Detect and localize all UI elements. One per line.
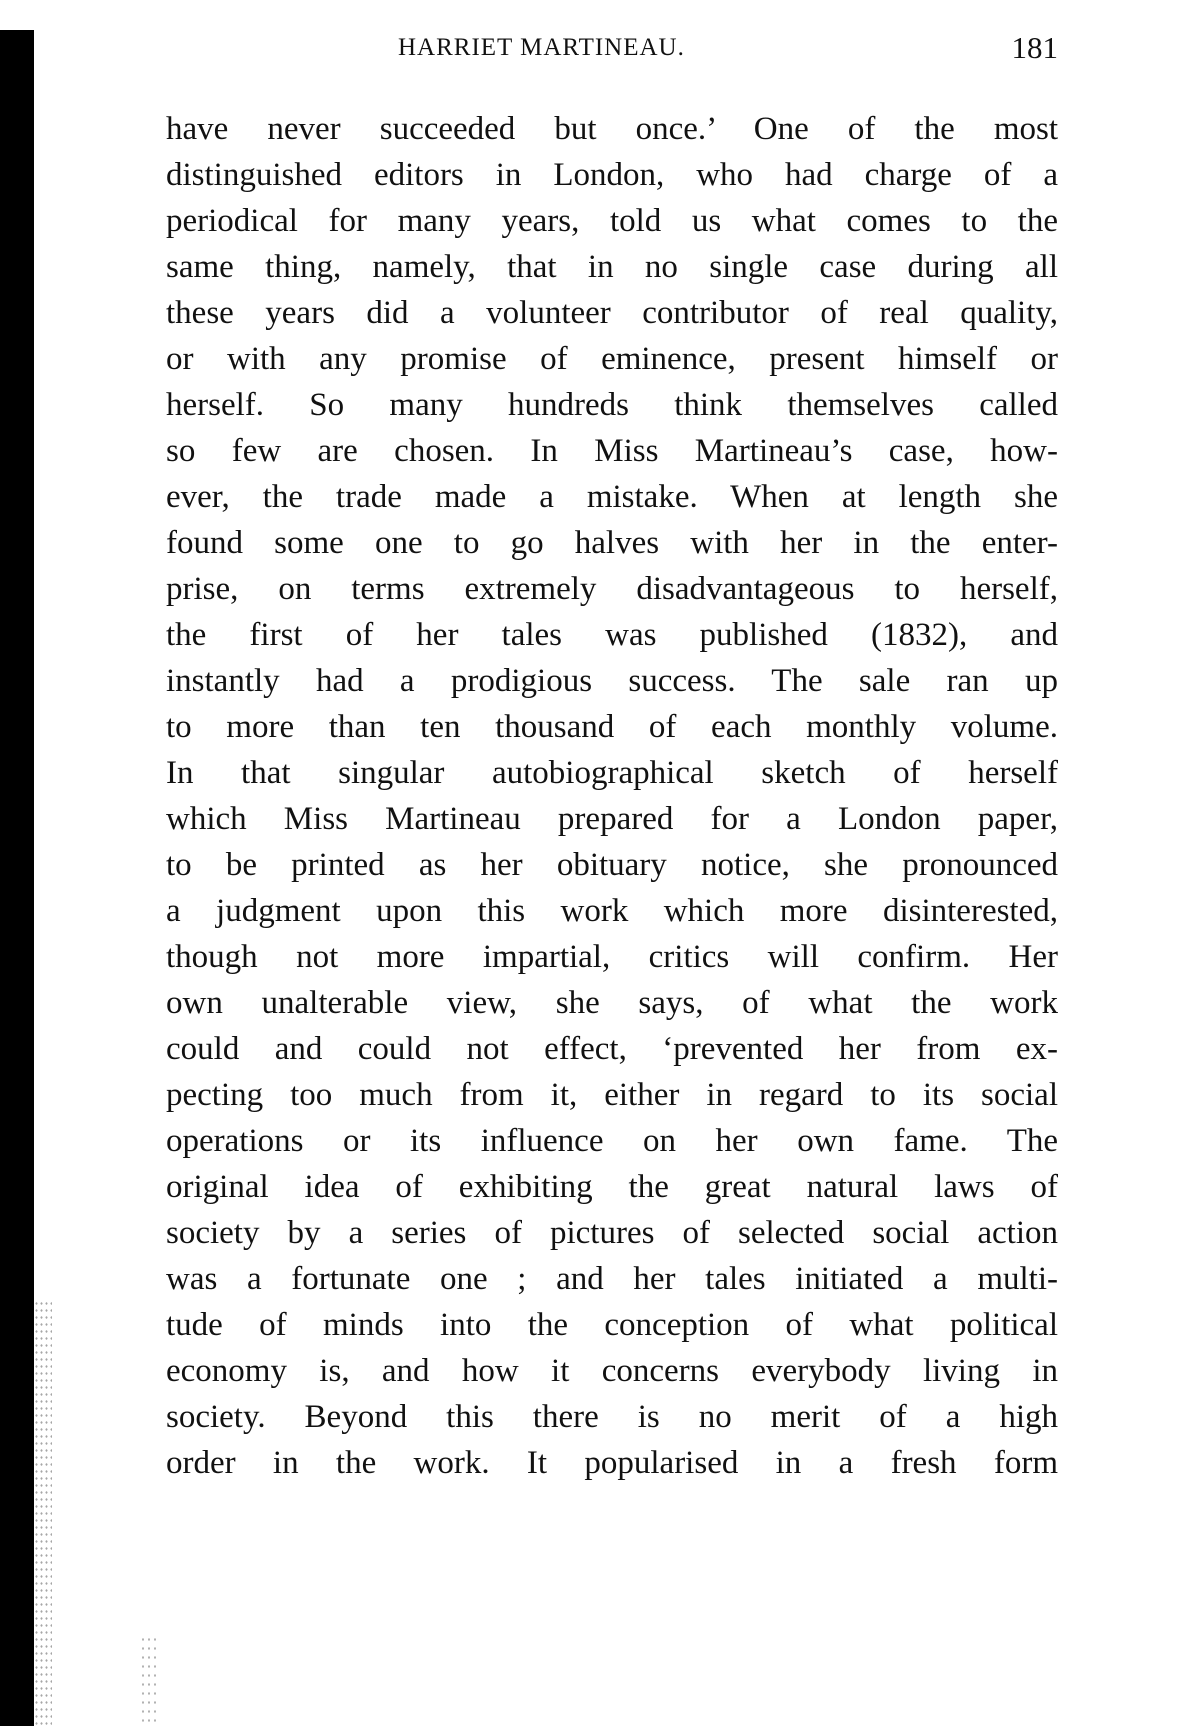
text-line-content: original idea of exhibiting the great natural laws of [166,1169,1058,1205]
text-line-content: herself. So many hundreds think themselves called [166,387,1058,423]
text-line [166,1164,1058,1210]
text-line-content: have never succeeded but once.’ One of the most [166,111,1058,147]
text-line [166,888,1058,934]
text-line-content: tude of minds into the conception of what political [166,1307,1058,1343]
text-line-content: to be printed as her obituary notice, she pronounced [166,847,1058,883]
running-title: HARRIET MARTINEAU. [398,34,685,61]
running-header [160,32,1058,72]
text-line [166,842,1058,888]
text-line [166,934,1058,980]
text-line [166,1026,1058,1072]
text-line-content: instantly had a prodigious success. The sale ran up [166,663,1058,699]
text-line-content: was a fortunate one ; and her tales initiated a multi- [166,1261,1058,1297]
text-line [166,1072,1058,1118]
text-line-content: periodical for many years, told us what comes to the [166,203,1058,239]
scan-binding-edge [0,30,34,1726]
text-line [166,152,1058,198]
text-line [166,1256,1058,1302]
text-line-content: society. Beyond this there is no merit of a high [166,1399,1058,1435]
text-line [166,1302,1058,1348]
text-line-content: operations or its influence on her own fame. The [166,1123,1058,1159]
text-line-content: so few are chosen. In Miss Martineau’s case, how- [166,433,1058,469]
text-line [166,1440,1058,1486]
scan-noise [140,1635,160,1725]
text-line-content: the first of her tales was published (1832), and [166,617,1058,653]
text-line-content: which Miss Martineau prepared for a London paper, [166,801,1058,837]
text-line-content: economy is, and how it concerns everybody living in [166,1353,1058,1389]
text-line [166,382,1058,428]
text-line-content: own unalterable view, she says, of what the work [166,985,1058,1021]
text-line-content: a judgment upon this work which more disinterested, [166,893,1058,929]
text-line [166,520,1058,566]
text-line [166,336,1058,382]
text-line-content: though not more impartial, critics will confirm. Her [166,939,1058,975]
text-line [166,106,1058,152]
text-line-content: In that singular autobiographical sketch of herself [166,755,1058,791]
text-line-content: could and could not effect, ‘prevented her from ex- [166,1031,1058,1067]
text-line [166,1210,1058,1256]
text-line [166,750,1058,796]
text-line-content: these years did a volunteer contributor of real quality, [166,295,1058,331]
text-line [166,1118,1058,1164]
text-line [166,474,1058,520]
text-line-content: found some one to go halves with her in the enter- [166,525,1058,561]
text-line-content: society by a series of pictures of selected social action [166,1215,1058,1251]
text-line [166,612,1058,658]
text-line-content: or with any promise of eminence, present himself or [166,341,1058,377]
text-line [166,244,1058,290]
text-line-content: distinguished editors in London, who had charge of a [166,157,1058,193]
text-line [166,1348,1058,1394]
text-line-content: prise, on terms extremely disadvantageous to herself, [166,571,1058,607]
text-line [166,796,1058,842]
text-line-content: ever, the trade made a mistake. When at length she [166,479,1058,515]
text-line [166,566,1058,612]
text-line [166,290,1058,336]
page-number: 181 [1011,30,1058,65]
text-line [166,1394,1058,1440]
text-line [166,704,1058,750]
scan-noise [34,1300,52,1726]
text-line-content: order in the work. It popularised in a fresh form [166,1445,1058,1481]
text-line [166,658,1058,704]
text-line [166,980,1058,1026]
text-line [166,198,1058,244]
text-line [166,428,1058,474]
body-text [166,106,1058,1486]
text-line-content: to more than ten thousand of each monthly volume. [166,709,1058,745]
text-line-content: pecting too much from it, either in regard to its social [166,1077,1058,1113]
text-line-content: same thing, namely, that in no single case during all [166,249,1058,285]
